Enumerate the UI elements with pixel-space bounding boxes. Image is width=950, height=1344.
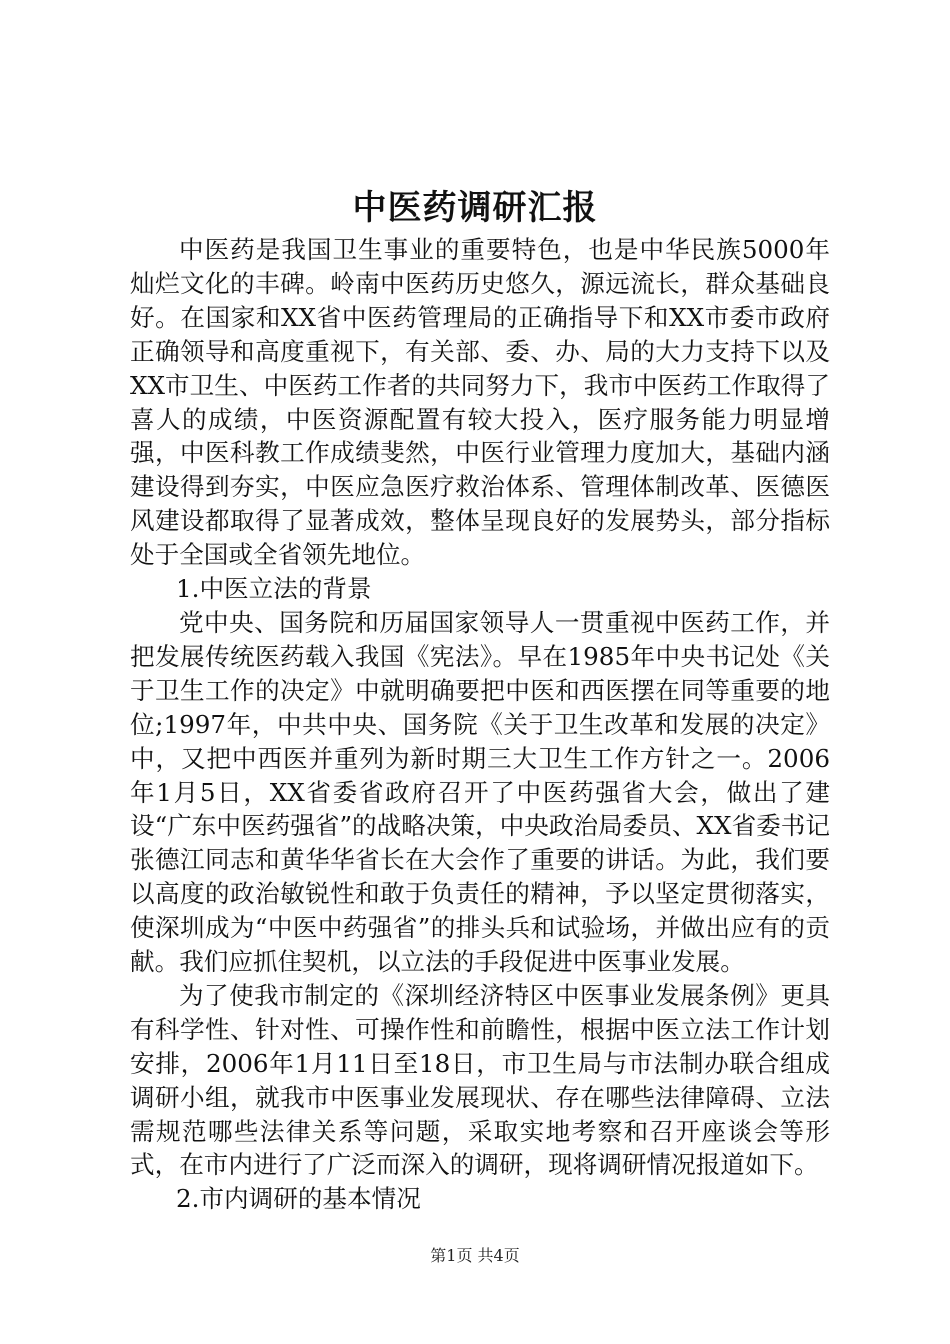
paragraph-background: 党中央、国务院和历届国家领导人一贯重视中医药工作，并把发展传统医药载入我国《宪法》。早在1985年中央书记处《关于卫生工作的决定》中就明确要把中医和西医摆在同等重要的地位;1997年，中共中央、国务院《关于卫生改革和发展的决定》中，又把中西医并重列为新时期三大卫生工作方针之一。2006年1月5日，XX省委省政府召开了中医药强省大会，做出了建设“广东中医药强省”的战略决策，中央政治局委员、XX省委书记张德江同志和黄华华省长在大会作了重要的讲话。为此，我们要以高度的政治敏锐性和敢于负责任的精神，予以坚定贯彻落实，使深圳成为“中医中药强省”的排头兵和试验场，并做出应有的贡献。我们应抓住契机，以立法的手段促进中医事业发展。	[130, 607, 830, 977]
page-footer: 第1页 共4页	[430, 1246, 520, 1265]
paragraph-intro: 中医药是我国卫生事业的重要特色，也是中华民族5000年灿烂文化的丰碑。岭南中医药历史悠久，源远流长，群众基础良好。在国家和XX省中医药管理局的正确指导下和XX市委市政府正确领导和高度重视下，有关部、委、办、局的大力支持下以及XX市卫生、中医药工作者的共同努力下，我市中医药工作取得了喜人的成绩，中医资源配置有较大投入，医疗服务能力明显增强，中医科教工作成绩斐然，中医行业管理力度加大，基础内涵建设得到夯实，中医应急医疗救治体系、管理体制改革、医德医风建设都取得了显著成效，整体呈现良好的发展势头，部分指标处于全国或全省领先地位。	[130, 235, 830, 570]
document-title: 中医药调研汇报	[352, 188, 598, 228]
paragraph-research-purpose: 为了使我市制定的《深圳经济特区中医事业发展条例》更具有科学性、针对性、可操作性和前瞻性，根据中医立法工作计划安排，2006年1月11日至18日，市卫生局与市法制办联合组成调研小组，就我市中医事业发展现状、存在哪些法律障碍、立法需规范哪些法律关系等问题，采取实地考察和召开座谈会等形式，在市内进行了广泛而深入的调研，现将调研情况报道如下。	[130, 980, 830, 1180]
section-heading-2: 2.市内调研的基本情况	[176, 1184, 421, 1214]
section-heading-1: 1.中医立法的背景	[176, 574, 372, 604]
document-body	[130, 233, 830, 1216]
